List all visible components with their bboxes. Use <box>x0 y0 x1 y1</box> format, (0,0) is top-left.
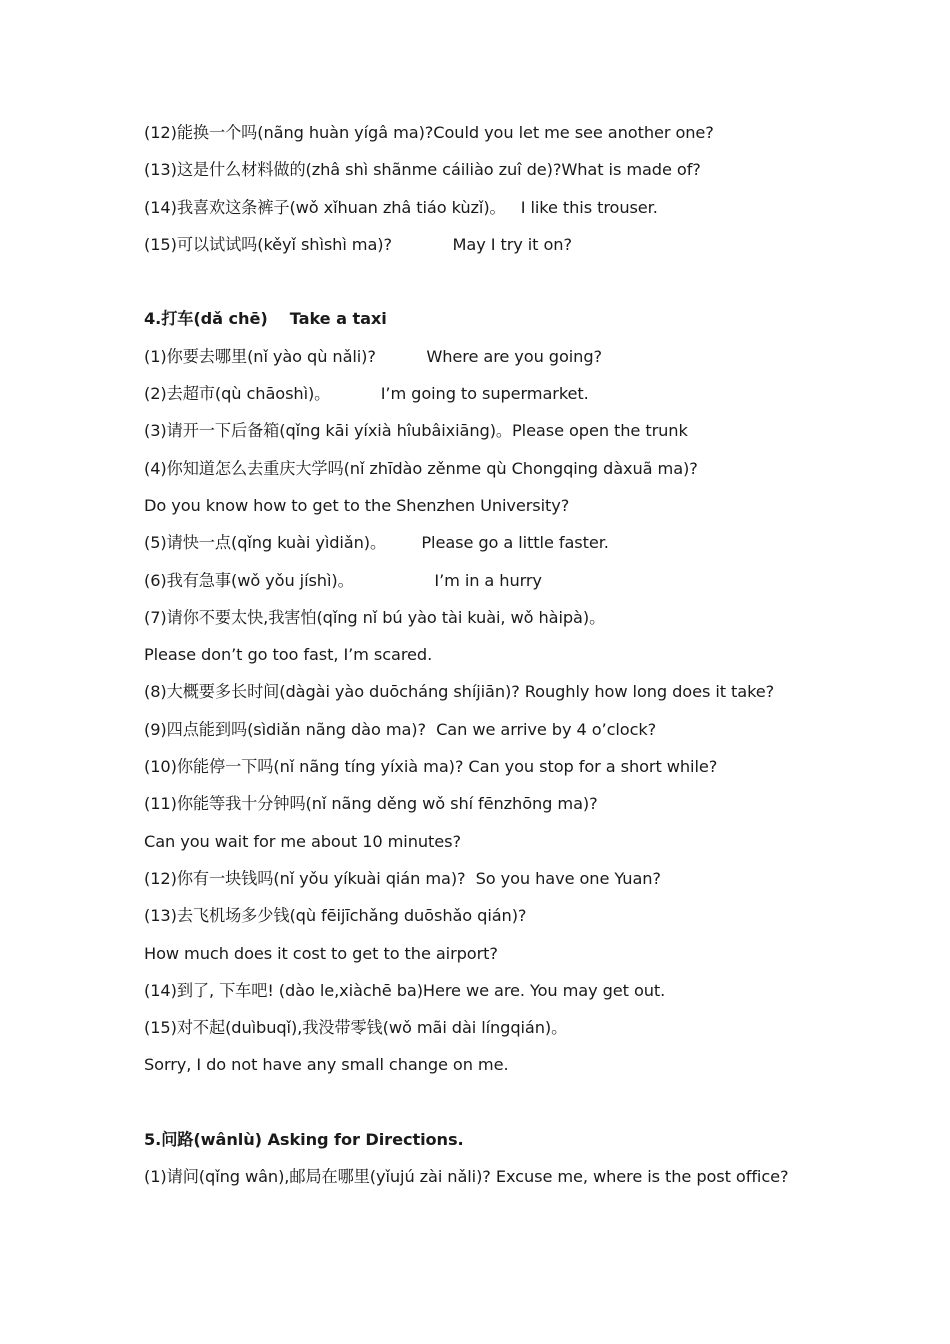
text-line: (12)能换一个吗(nãng huàn yígâ ma)?Could you let me see another one? <box>144 123 714 142</box>
text-line: (15)对不起(duìbuqǐ),我没带零钱(wǒ mãi dài língqián)。 <box>144 1018 568 1038</box>
text-line: (14)到了, 下车吧! (dào le,xiàchē ba)Here we are. You may get out. <box>144 980 666 1000</box>
text-line: (9)四点能到吗(sìdiǎn nãng dào ma)? Can we arrive by 4 o’clock? <box>144 719 657 739</box>
text-line: Please don’t go too fast, I’m scared. <box>144 645 433 665</box>
spacer <box>144 263 844 300</box>
spacer <box>144 1084 844 1121</box>
text-line: (5)请快一点(qǐng kuài yìdiǎn)。 Please go a little faster. <box>144 533 609 553</box>
document-page <box>144 114 844 1196</box>
text-line: (6)我有急事(wǒ yǒu jíshì)。 I’m in a hurry <box>144 570 542 590</box>
text-line: (13)去飞机场多少钱(qù fēijīchǎng duōshǎo qián)? <box>144 906 527 926</box>
text-line: (12)你有一块钱吗(nǐ yǒu yíkuài qián ma)? So you have one Yuan? <box>144 868 661 888</box>
text-line: Sorry, I do not have any small change on me. <box>144 1055 509 1075</box>
text-line: (8)大概要多长时间(dàgài yào duōcháng shíjiān)? Roughly how long does it take? <box>144 682 775 702</box>
text-line: Do you know how to get to the Shenzhen University? <box>144 495 570 515</box>
text-line: (10)你能停一下吗(nǐ nãng tíng yíxià ma)? Can you stop for a short while? <box>144 757 718 777</box>
text-line: (14)我喜欢这条裤子(wǒ xǐhuan zhâ tiáo kùzǐ)。 I like this trouser. <box>144 197 658 217</box>
text-line: (13)这是什么材料做的(zhâ shì shãnme cáiliào zuî de)?What is made of? <box>144 160 701 180</box>
section-heading-directions: 5.问路(wânlù) Asking for Directions. <box>144 1130 464 1150</box>
text-line: Can you wait for me about 10 minutes? <box>144 831 461 851</box>
text-line: (11)你能等我十分钟吗(nǐ nãng děng wǒ shí fēnzhōng ma)? <box>144 794 598 814</box>
text-line: (2)去超市(qù chāoshì)。 I’m going to supermarket. <box>144 384 589 404</box>
text-line: How much does it cost to get to the airport? <box>144 943 498 963</box>
text-line: (1)请问(qǐng wân),邮局在哪里(yǐujú zài nǎli)? Excuse me, where is the post office? <box>144 1167 789 1187</box>
section-heading-taxi: 4.打车(dǎ chē) Take a taxi <box>144 309 387 329</box>
text-line: (15)可以试试吗(kěyǐ shìshì ma)? May I try it on? <box>144 234 572 254</box>
text-line: (1)你要去哪里(nǐ yào qù nǎli)? Where are you going? <box>144 346 602 366</box>
text-line: (7)请你不要太快,我害怕(qǐng nǐ bú yào tài kuài, wǒ hàipà)。 <box>144 607 606 627</box>
text-line: (3)请开一下后备箱(qǐng kāi yíxià hîubâixiāng)。Please open the trunk <box>144 421 688 441</box>
text-line: (4)你知道怎么去重庆大学吗(nǐ zhīdào zěnme qù Chongqing dàxuã ma)? <box>144 458 698 478</box>
